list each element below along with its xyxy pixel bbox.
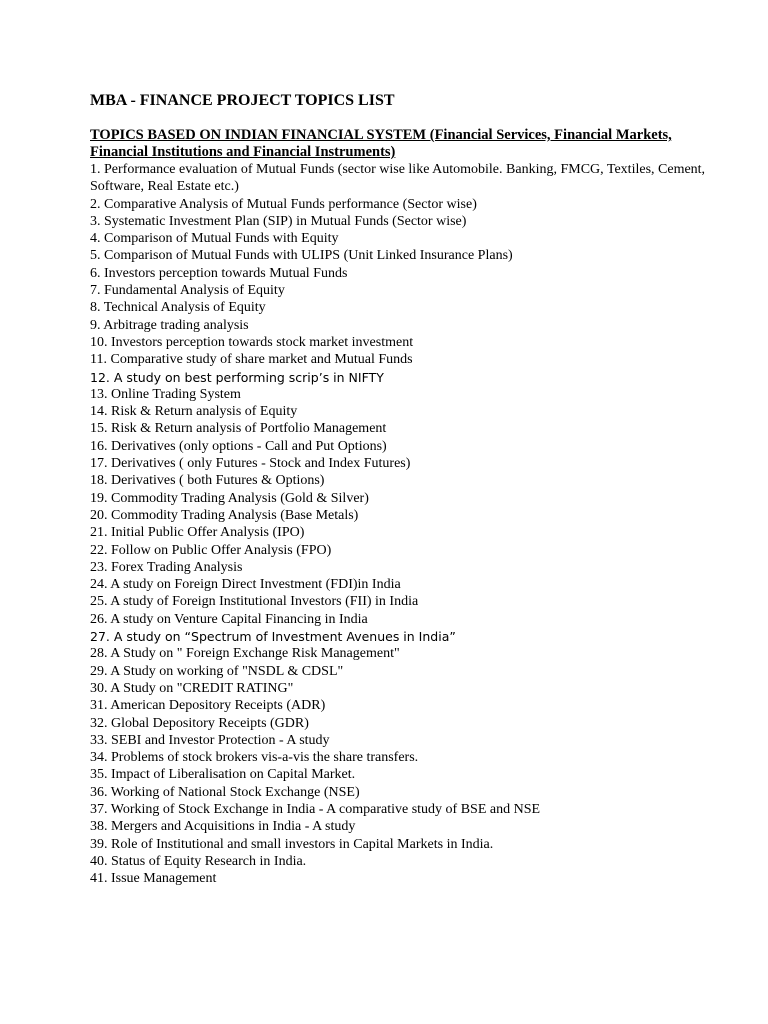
list-item: 22. Follow on Public Offer Analysis (FPO) <box>90 542 332 558</box>
list-item: 14. Risk & Return analysis of Equity <box>90 404 298 420</box>
list-item: 29. A Study on working of "NSDL & CDSL" <box>90 663 344 679</box>
list-item: 31. American Depository Receipts (ADR) <box>90 698 326 714</box>
list-item: 8. Technical Analysis of Equity <box>90 300 266 316</box>
list-item: 11. Comparative study of share market and Mutual Funds <box>90 352 413 368</box>
list-item: 3. Systematic Investment Plan (SIP) in Mutual Funds (Sector wise) <box>90 213 467 229</box>
list-item: 37. Working of Stock Exchange in India - A comparative study of BSE and NSE <box>90 801 541 817</box>
section-heading: TOPICS BASED ON INDIAN FINANCIAL SYSTEM (Financial Services, Financial Markets, Financial Institutions and Financial Instruments) <box>90 127 672 160</box>
list-item: 25. A study of Foreign Institutional Investors (FII) in India <box>90 594 419 610</box>
list-item: 10. Investors perception towards stock market investment <box>90 334 414 350</box>
topic-list <box>90 161 730 887</box>
list-item: 9. Arbitrage trading analysis <box>90 317 249 333</box>
document-page <box>90 91 730 887</box>
list-item: 2. Comparative Analysis of Mutual Funds performance (Sector wise) <box>90 196 477 212</box>
list-item: 4. Comparison of Mutual Funds with Equity <box>90 231 339 247</box>
list-item: 16. Derivatives (only options - Call and Put Options) <box>90 438 387 454</box>
list-item: 18. Derivatives ( both Futures & Options) <box>90 473 325 489</box>
list-item: 32. Global Depository Receipts (GDR) <box>90 715 309 731</box>
list-item: 34. Problems of stock brokers vis-a-vis the share transfers. <box>90 750 419 766</box>
list-item: 30. A Study on "CREDIT RATING" <box>90 680 294 696</box>
list-item: 41. Issue Management <box>90 871 217 887</box>
list-item: 24. A study on Foreign Direct Investment (FDI)in India <box>90 577 401 593</box>
list-item: 23. Forex Trading Analysis <box>90 559 243 575</box>
list-item: 15. Risk & Return analysis of Portfolio Management <box>90 421 387 437</box>
list-item: 7. Fundamental Analysis of Equity <box>90 283 285 299</box>
list-item: 12. A study on best performing scrip’s in NIFTY <box>90 369 384 385</box>
list-item: 5. Comparison of Mutual Funds with ULIPS (Unit Linked Insurance Plans) <box>90 248 513 264</box>
list-item: 33. SEBI and Investor Protection - A study <box>90 732 330 748</box>
list-item: 21. Initial Public Offer Analysis (IPO) <box>90 525 305 541</box>
list-item: 6. Investors perception towards Mutual Funds <box>90 265 348 281</box>
list-item: 1. Performance evaluation of Mutual Funds (sector wise like Automobile. Banking, FMCG, Textiles, Cement, Software, Real Estate etc.) <box>90 162 706 195</box>
list-item: 39. Role of Institutional and small investors in Capital Markets in India. <box>90 836 494 852</box>
list-item: 27. A study on “Spectrum of Investment Avenues in India” <box>90 629 456 645</box>
list-item: 19. Commodity Trading Analysis (Gold & Silver) <box>90 490 369 506</box>
list-item: 40. Status of Equity Research in India. <box>90 853 307 869</box>
list-item: 17. Derivatives ( only Futures - Stock and Index Futures) <box>90 456 411 472</box>
list-item: 20. Commodity Trading Analysis (Base Metals) <box>90 507 359 523</box>
list-item: 13. Online Trading System <box>90 386 241 402</box>
page-title: MBA - FINANCE PROJECT TOPICS LIST <box>90 92 395 109</box>
list-item: 26. A study on Venture Capital Financing in India <box>90 611 368 627</box>
list-item: 36. Working of National Stock Exchange (NSE) <box>90 784 360 800</box>
list-item: 35. Impact of Liberalisation on Capital Market. <box>90 767 356 783</box>
list-item: 28. A Study on " Foreign Exchange Risk Management" <box>90 646 400 662</box>
list-item: 38. Mergers and Acquisitions in India - A study <box>90 819 356 835</box>
